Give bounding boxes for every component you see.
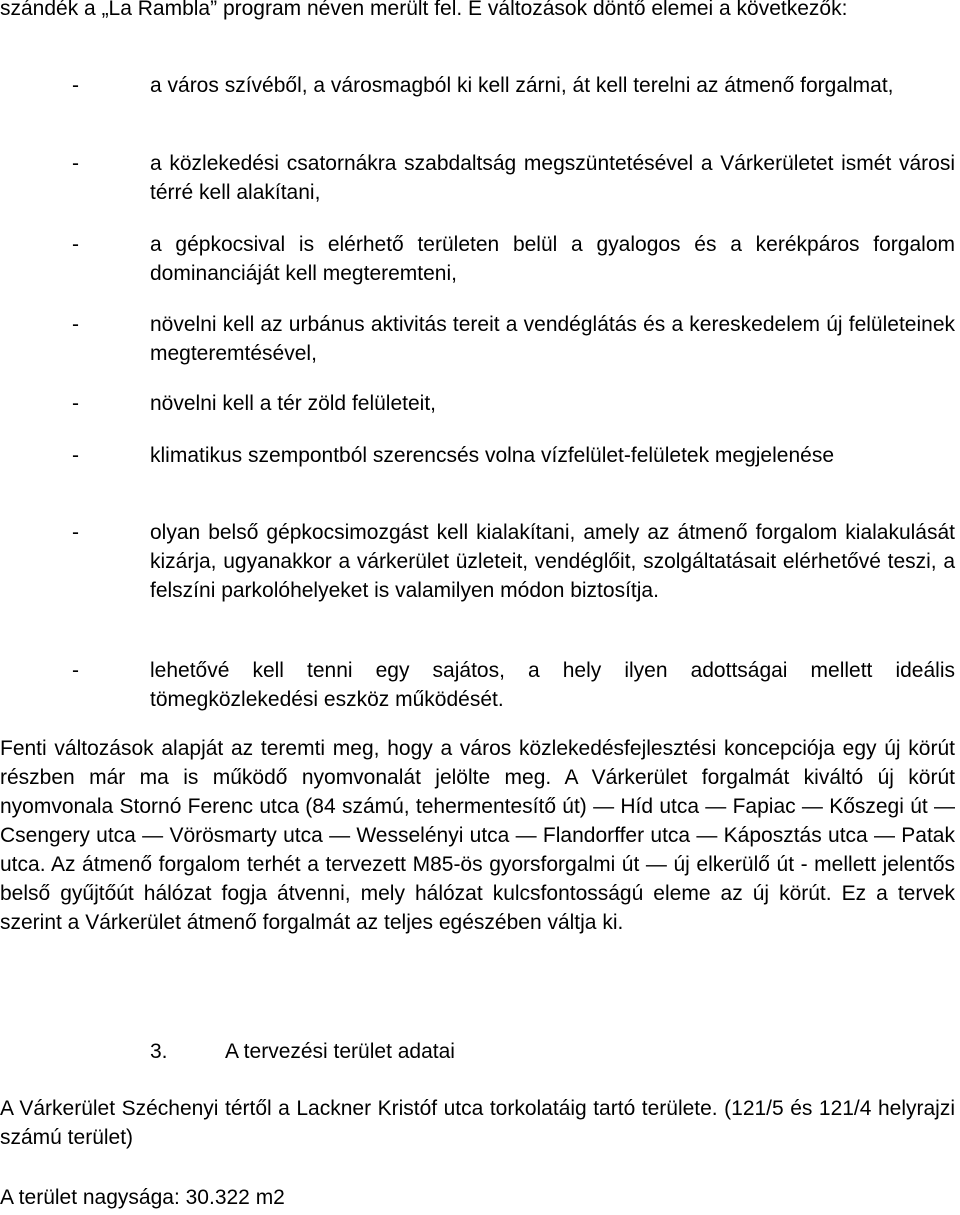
bullet-dash: - bbox=[72, 74, 79, 97]
intro-paragraph: szándék a „La Rambla” program néven merült fel. E változások döntő elemei a következők: bbox=[0, 0, 848, 20]
section-number: 3. bbox=[150, 1040, 168, 1063]
section-title: A tervezési terület adatai bbox=[225, 1040, 455, 1063]
area-size: A terület nagysága: 30.322 m2 bbox=[0, 1186, 285, 1209]
bullet-dash: - bbox=[72, 233, 79, 256]
bullet-dash: - bbox=[72, 392, 79, 415]
list-item-text: klimatikus szempontból szerencsés volna vízfelület-felületek megjelenése bbox=[150, 444, 834, 467]
list-item-text: lehetővé kell tenni egy sajátos, a hely ilyen adottságai mellett ideális tömegközlekedési eszköz működését. bbox=[150, 659, 955, 711]
bullet-dash: - bbox=[72, 313, 79, 336]
list-item-text: a gépkocsival is elérhető területen belül a gyalogos és a kerékpáros forgalom dominanciáját kell megteremteni, bbox=[150, 233, 955, 285]
list-item-text: növelni kell a tér zöld felületeit, bbox=[150, 392, 436, 415]
list-item-text: növelni kell az urbánus aktivitás tereit a vendéglátás és a kereskedelem új felületeinek megteremtésével, bbox=[150, 313, 955, 365]
list-item-text: a város szívéből, a városmagból ki kell zárni, át kell terelni az átmenő forgalmat, bbox=[150, 74, 894, 97]
list-item-text: a közlekedési csatornákra szabdaltság megszüntetésével a Várkerületet ismét városi térré kell alakítani, bbox=[150, 152, 955, 204]
bullet-dash: - bbox=[72, 521, 79, 544]
body-paragraph: Fenti változások alapját az teremti meg, hogy a város közlekedésfejlesztési koncepciója egy új körút részben már ma is működő nyomvonalát jelölte meg. A Várkerület forgalmát kiváltó új körút nyomvonala Stornó Ferenc utca (84 számú, tehermentesítő út) — Híd utca — Fapiac — Kőszegi út — Csengery utca — Vörösmarty utca — Wesselényi utca — Flandorffer utca — Káposztás utca — Patak utca. Az átmenő forgalom terhét a tervezett M85-ös gyorsforgalmi út — új elkerülő út - mellett jelentős belső gyűjtőút hálózat fogja átvenni, mely hálózat kulcsfontosságú eleme az új körút. Ez a tervek szerint a Várkerület átmenő forgalmát az teljes egészében váltja ki. bbox=[0, 737, 955, 934]
area-description: A Várkerület Széchenyi tértől a Lackner Kristóf utca torkolatáig tartó területe. (121/5 és 121/4 helyrajzi számú terület) bbox=[0, 1097, 955, 1149]
bullet-dash: - bbox=[72, 152, 79, 175]
bullet-dash: - bbox=[72, 659, 79, 682]
list-item-text: olyan belső gépkocsimozgást kell kialakítani, amely az átmenő forgalom kialakulását kizárja, ugyanakkor a várkerület üzleteit, vendéglőit, szolgáltatásait elérhetővé teszi, a felszíni parkolóhelyeket is valamilyen módon biztosítja. bbox=[150, 521, 955, 602]
bullet-dash: - bbox=[72, 444, 79, 467]
